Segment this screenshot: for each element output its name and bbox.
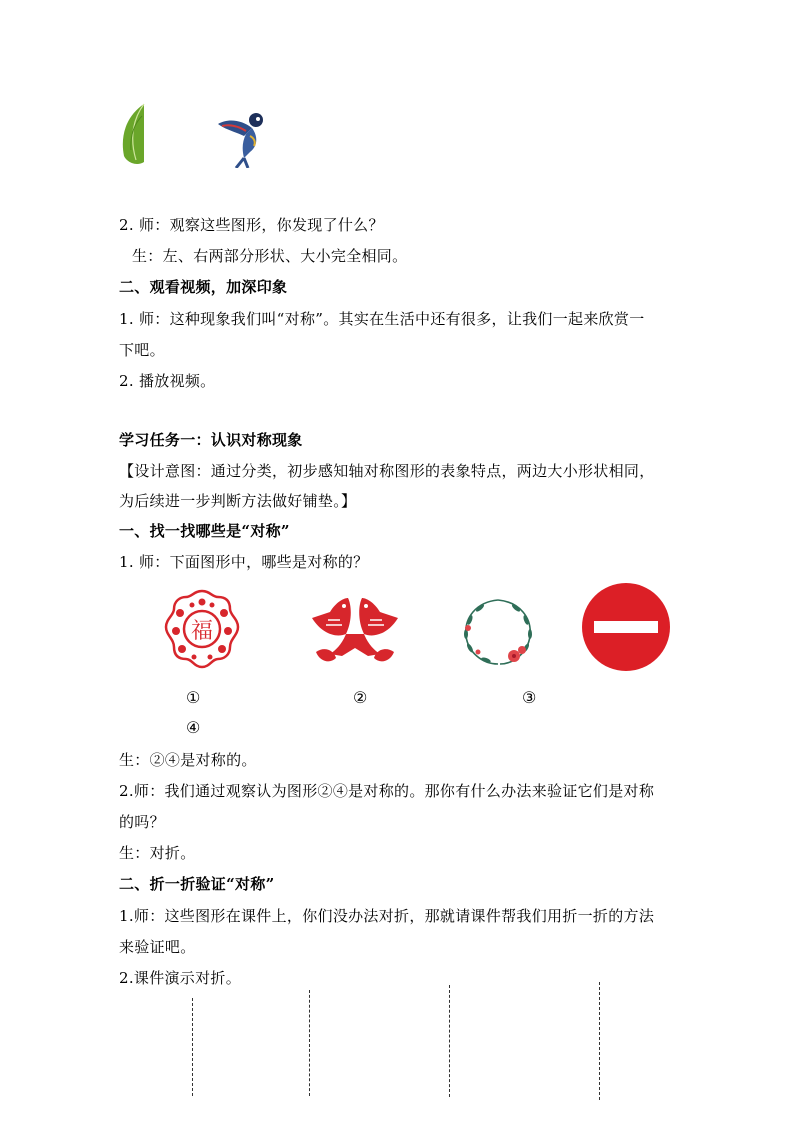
fold-line xyxy=(192,998,193,1096)
wreath-figure xyxy=(456,594,540,672)
swallow-kite-image xyxy=(214,106,270,168)
text-line: 2. 播放视频。 xyxy=(119,372,216,390)
fu-papercut-figure xyxy=(158,587,246,671)
text-line: 生：②④是对称的。 xyxy=(119,751,257,769)
text-line: 下吧。 xyxy=(119,341,165,359)
text-line: 1.师：这些图形在课件上，你们没办法对折，那就请课件帮我们用折一折的方法 xyxy=(119,907,655,925)
section-heading: 二、折一折验证“对称” xyxy=(119,875,275,893)
fold-line xyxy=(309,990,310,1096)
figure-label-2: ② xyxy=(353,688,368,707)
fu-character: 福 xyxy=(190,619,214,644)
leaf-half-image xyxy=(118,102,150,166)
design-note: 【设计意图：通过分类，初步感知轴对称图形的表象特点，两边大小形状相同， xyxy=(119,462,655,480)
text-line: 生：左、右两部分形状、大小完全相同。 xyxy=(132,247,408,265)
text-line: 1. 师：这种现象我们叫“对称”。其实在生活中还有很多，让我们一起来欣赏一 xyxy=(119,310,645,328)
text-line: 来验证吧。 xyxy=(119,938,196,956)
figure-label-4: ④ xyxy=(186,718,201,737)
text-line: 1. 师：下面图形中，哪些是对称的？ xyxy=(119,553,369,571)
text-line: 的吗？ xyxy=(119,813,165,831)
fold-line xyxy=(449,985,450,1097)
task-heading: 学习任务一：认识对称现象 xyxy=(119,431,303,449)
fold-line xyxy=(599,982,600,1100)
text-line: 2. 师：观察这些图形，你发现了什么？ xyxy=(119,216,384,234)
text-line: 生：对折。 xyxy=(119,844,196,862)
text-line: 2.师：我们通过观察认为图形②④是对称的。那你有什么办法来验证它们是对称 xyxy=(119,782,655,800)
figure-label-1: ① xyxy=(186,688,201,707)
no-entry-sign-figure xyxy=(582,583,670,671)
figure-label-3: ③ xyxy=(522,688,537,707)
section-heading: 一、找一找哪些是“对称” xyxy=(119,522,290,540)
design-note: 为后续进一步判断方法做好铺垫。】 xyxy=(119,492,357,510)
text-line: 2.课件演示对折。 xyxy=(119,969,242,987)
double-fish-papercut-figure xyxy=(306,592,404,666)
section-heading: 二、观看视频，加深印象 xyxy=(119,278,288,296)
